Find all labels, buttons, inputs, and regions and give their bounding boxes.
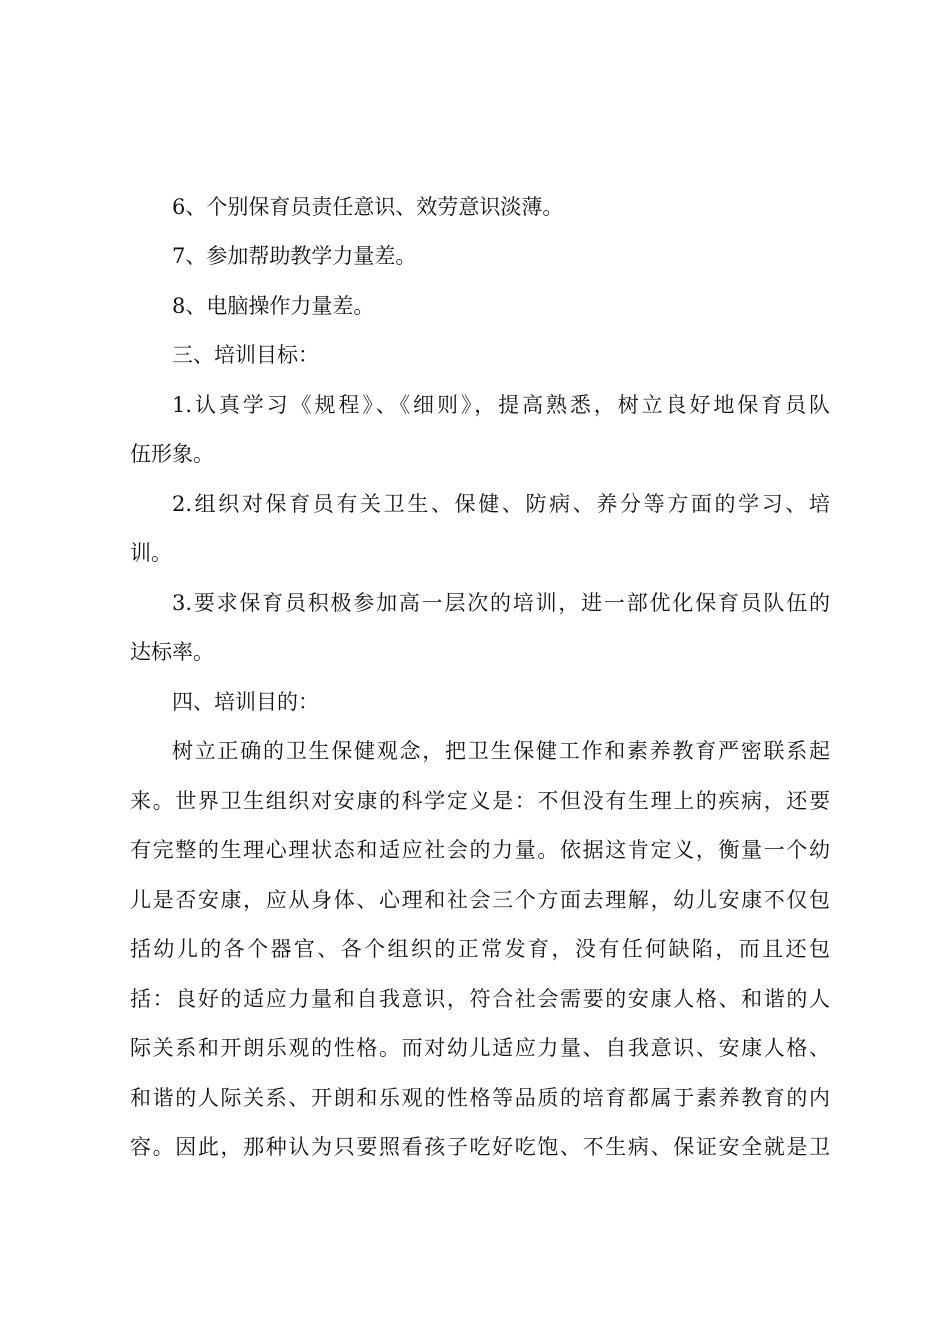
paragraph-line-2: 来。世界卫生组织对安康的科学定义是：不但没有生理上的疾病，还要 [130,789,830,813]
paragraph-line-9: 容。因此，那种认为只要照看孩子吃好吃饱、不生病、保证安全就是卫 [130,1135,830,1159]
paragraph-line-4: 儿是否安康，应从身体、心理和社会三个方面去理解，幼儿安康不仅包 [130,888,830,912]
list-item-7: 7、参加帮助教学力量差。 [172,244,417,268]
goal-3-line-1: 3.要求保育员积极参加高一层次的培训，进一部优化保育员队伍的 [172,591,830,615]
goal-3-line-2: 达标率。 [130,640,214,664]
goal-1-line-2: 伍形象。 [130,442,214,466]
paragraph-line-7: 际关系和开朗乐观的性格。而对幼儿适应力量、自我意识、安康人格、 [130,1036,830,1060]
paragraph-line-3: 有完整的生理心理状态和适应社会的力量。依据这肯定义，衡量一个幼 [130,838,830,862]
list-item-8: 8、电脑操作力量差。 [172,294,375,318]
goal-2-line-1: 2.组织对保育员有关卫生、保健、防病、养分等方面的学习、培 [172,492,830,516]
paragraph-line-5: 括幼儿的各个器官、各个组织的正常发育，没有任何缺陷，而且还包 [130,937,830,961]
section-heading-training-goals: 三、培训目标： [172,343,319,367]
paragraph-line-8: 和谐的人际关系、开朗和乐观的性格等品质的培育都属于素养教育的内 [130,1086,830,1110]
goal-1-line-1: 1.认真学习《规程》、《细则》，提高熟悉，树立良好地保育员队 [172,393,830,417]
section-heading-training-purpose: 四、培训目的： [172,690,319,714]
list-item-6: 6、个别保育员责任意识、效劳意识淡薄。 [172,195,564,219]
goal-2-line-2: 训。 [130,541,172,565]
paragraph-line-1: 树立正确的卫生保健观念，把卫生保健工作和素养教育严密联系起 [172,739,830,763]
paragraph-line-6: 括：良好的适应力量和自我意识，符合社会需要的安康人格、和谐的人 [130,987,830,1011]
